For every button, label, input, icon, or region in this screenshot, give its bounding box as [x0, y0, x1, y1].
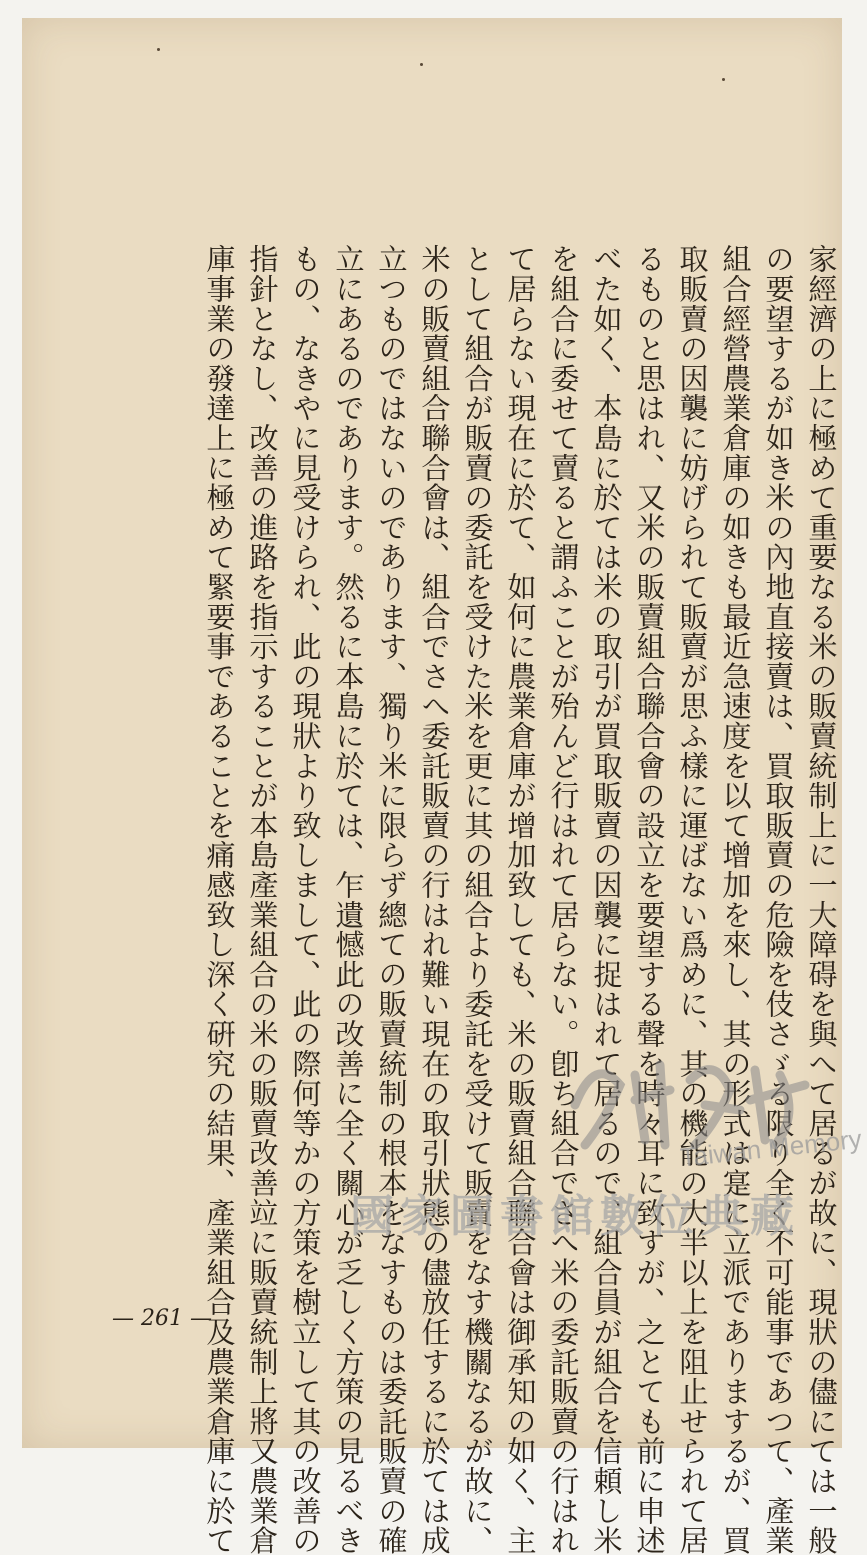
text-column-2: の要望するが如き米の內地直接賣は、買取販賣の危險を伎さゞる限り全く不可能事であつて、產業	[761, 244, 795, 1555]
text-column-5: るものと思はれ、又米の販賣組合聯合會の設立を要望する聲を時々耳に致すが、之とても前に申述	[632, 244, 666, 1555]
text-column-9: として組合が販賣の委託を受けた米を更に其の組合より委託を受けて販賣をなす機關なるが故に、	[460, 244, 494, 1555]
text-column-10: 米の販賣組合聯合會は、組合でさへ委託販賣の行はれ難い現在の取引狀態の儘放任するに於ては成	[417, 244, 451, 1555]
text-column-6: べた如く、本島に於ては米の取引が買取販賣の因襲に捉はれて居るので、組合員が組合を信頼し米	[589, 244, 623, 1555]
page-number: — 261 —	[112, 1306, 212, 1331]
text-column-13: もの、なきやに見受けられ、此の現狀より致しまして、此の際何等かの方策を樹立して其の改善の	[288, 244, 322, 1555]
text-column-4: 取販賣の因襲に妨げられて販賣が思ふ樣に運ばない爲めに、其の機能の大半以上を阻止せられて居	[675, 244, 709, 1555]
dust-speck	[420, 63, 423, 66]
text-column-11: 立つものではないのであります、獨り米に限らず總ての販賣統制の根本をなすものは委託販賣の確	[374, 244, 408, 1555]
text-column-15: 庫事業の發達上に極めて緊要事であることを痛感致し深く硏究の結果、產業組合及農業倉庫に於て	[202, 244, 236, 1555]
text-column-8: て居らない現在に於て、如何に農業倉庫が增加致しても、米の販賣組合聯合會は御承知の如く、主	[503, 244, 537, 1555]
text-column-14: 指針となし、改善の進路を指示することが本島產業組合の米の販賣改善竝に販賣統制上將又農業倉	[245, 244, 279, 1555]
text-column-7: を組合に委せて賣ると謂ふことが殆んど行はれて居らない。卽ち組合でさへ米の委託販賣の行はれ	[546, 244, 580, 1555]
text-column-1: 家經濟の上に極めて重要なる米の販賣統制上に一大障碍を與へて居るが故に、現狀の儘にては一般	[804, 244, 838, 1555]
watermark-library-name: 國家圖書館數位典藏	[350, 1191, 800, 1242]
dust-speck	[722, 78, 725, 81]
dust-speck	[157, 48, 160, 51]
watermark-subtitle: Taiwan Memory	[678, 1123, 864, 1173]
text-column-3: 組合經營農業倉庫の如きも最近急速度を以て增加を來し、其の形式は寔に立派でありまするが、買	[718, 244, 752, 1555]
text-column-12: 立にあるのであります。然るに本島に於ては、乍遺憾此の改善に全く關心が乏しく方策の見るべき	[331, 244, 365, 1555]
